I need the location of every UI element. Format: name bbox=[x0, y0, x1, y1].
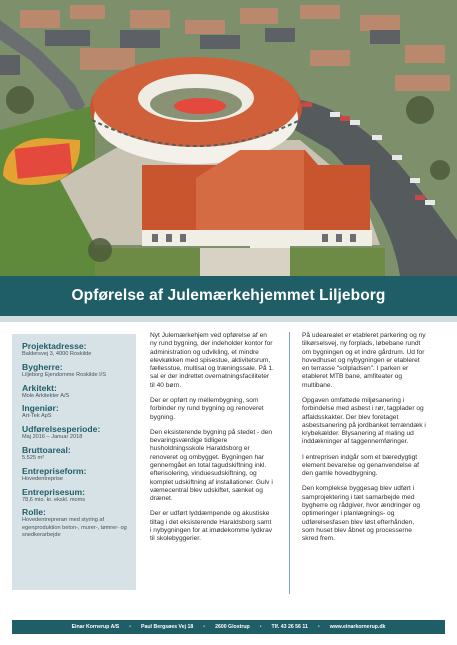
footer-company: Einar Kornerup A/S bbox=[71, 624, 120, 630]
fact-contract-form bbox=[22, 466, 136, 483]
paragraph: Der er opført ny mellembygning, som forbinder ny rund bygning og renoveret bygning. bbox=[150, 396, 264, 421]
fact-label: Arkitekt: bbox=[22, 382, 57, 393]
fact-value: Maj 2016 – Januar 2018 bbox=[22, 434, 83, 441]
fact-execution-period bbox=[22, 424, 136, 441]
aerial-photo-icon bbox=[0, 0, 457, 276]
column-divider bbox=[289, 332, 290, 594]
project-facts-sidebar bbox=[12, 334, 136, 590]
fact-value: Mole Arkitekter A/S bbox=[22, 392, 70, 399]
title-underline-strip bbox=[0, 316, 457, 322]
paragraph: Den komplekse byggesag blev udført i samprojektering i tæt samarbejde med bygherre og rådgiver, hvor ændringer og optimeringer i planlægnings- og udførelsesfasen blev løst efterhånden, som huset blev åbnet og processerne skred frem. bbox=[302, 485, 421, 543]
footer-phone: Tlf. 43 26 56 11 bbox=[271, 624, 308, 630]
footer-separator: • bbox=[259, 624, 262, 630]
paragraph: På udearealet er etableret parkering og ny tilkørselsvej, ny forplads, løbebane rundt om bygningen og et indre gårdrum. Ud for hovedhuset og nybygningen er etableret en terrasse "solpladsen". I parken er etableret MTB bane, amfiteater og multibane. bbox=[302, 332, 426, 389]
fact-label: Bruttoareal: bbox=[22, 444, 71, 455]
fact-value: 78,6 mio. kr. ekskl. moms bbox=[22, 496, 86, 503]
fact-label: Ingeniør: bbox=[22, 403, 59, 414]
page-title: Opførelse af Julemærkehjemmet Liljeborg bbox=[71, 287, 386, 304]
fact-role bbox=[22, 507, 136, 539]
fact-label: Udførelsesperiode: bbox=[22, 424, 101, 435]
footer-city: 2600 Glostrup bbox=[215, 624, 250, 630]
aerial-photo bbox=[0, 0, 457, 276]
paragraph: Nyt Julemærkehjem ved opførelse af en ny rund bygning, der indeholder kontor for administration og udvikling, et mindre elevkøkken med spisestue, aktivitetsrum, fællesstue, multisal og træningssale. På 1. sal er der indrettet overnatningsfaciliteter til 40 børn. bbox=[150, 332, 274, 389]
fact-value: Art-Tek ApS bbox=[22, 413, 52, 420]
paragraph: I entreprisen indgår som et bæredygtigt element bevarelse og genanvendelse af den gamle hovedbygning. bbox=[302, 453, 419, 478]
paragraph: Den eksisterende bygning på stedet - den bevaringsværdige tidligere husholdningsskole Haraldsborg er renoveret og ombygget. Bygningen har gennemgået en total tagudskiftning inkl. efterisolering, vinduesudskiftning, og komplet udskiftning af installationer. Gulv i væmecentral blev udskiftet, sænket og drænet. bbox=[150, 428, 273, 503]
footer-bar bbox=[12, 620, 445, 634]
fact-label: Entreprisesum: bbox=[22, 486, 86, 497]
fact-value: Liljeborg Ejendomme Roskilde I/S bbox=[22, 371, 106, 378]
paragraph: Opgaven omfattede miljøsanering i forbindelse med asbest i rør, tagplader og affaldsskakter. Der blev foretaget asbestsanering på jordbanket terrændæk i krybekælder. Blysanering af maling ud inddækninger af taggennemføringer. bbox=[302, 396, 426, 446]
fact-value: Hovedentreprise bbox=[22, 475, 64, 482]
footer-separator: • bbox=[203, 624, 206, 630]
fact-label: Projektadresse: bbox=[22, 341, 87, 351]
footer-address: Paul Bergsøes Vej 18 bbox=[141, 624, 194, 630]
fact-gross-area bbox=[22, 445, 136, 462]
fact-label: Bygherre: bbox=[22, 361, 63, 372]
fact-value: Hovedentreprenør med styring af egenproduktion beton-, murer-, tømrer- og snedkerarbejde bbox=[22, 517, 127, 539]
footer-website-link[interactable]: www.einarkornerup.dk bbox=[329, 624, 386, 630]
fact-value: Baldersvej 3, 4000 Roskilde bbox=[22, 351, 92, 357]
fact-architect bbox=[22, 383, 136, 400]
footer-separator: • bbox=[317, 624, 320, 630]
fact-label: Rolle: bbox=[22, 507, 46, 518]
fact-contract-sum bbox=[22, 487, 136, 504]
fact-client bbox=[22, 362, 136, 379]
paragraph: Der er udført lyddæmpende og akustiske tiltag i det eksisterende Haraldsborg samt i nybygningen for at imødekomme lydkrav til skolebyggerier. bbox=[150, 510, 273, 543]
fact-project-address bbox=[22, 341, 136, 358]
title-band bbox=[0, 276, 457, 316]
fact-value: 5.525 m² bbox=[22, 454, 45, 461]
footer-separator: • bbox=[129, 624, 132, 630]
body-column-1 bbox=[150, 332, 274, 550]
body-column-2 bbox=[302, 332, 426, 550]
fact-engineer bbox=[22, 403, 136, 420]
fact-label: Entrepriseform: bbox=[22, 465, 87, 476]
